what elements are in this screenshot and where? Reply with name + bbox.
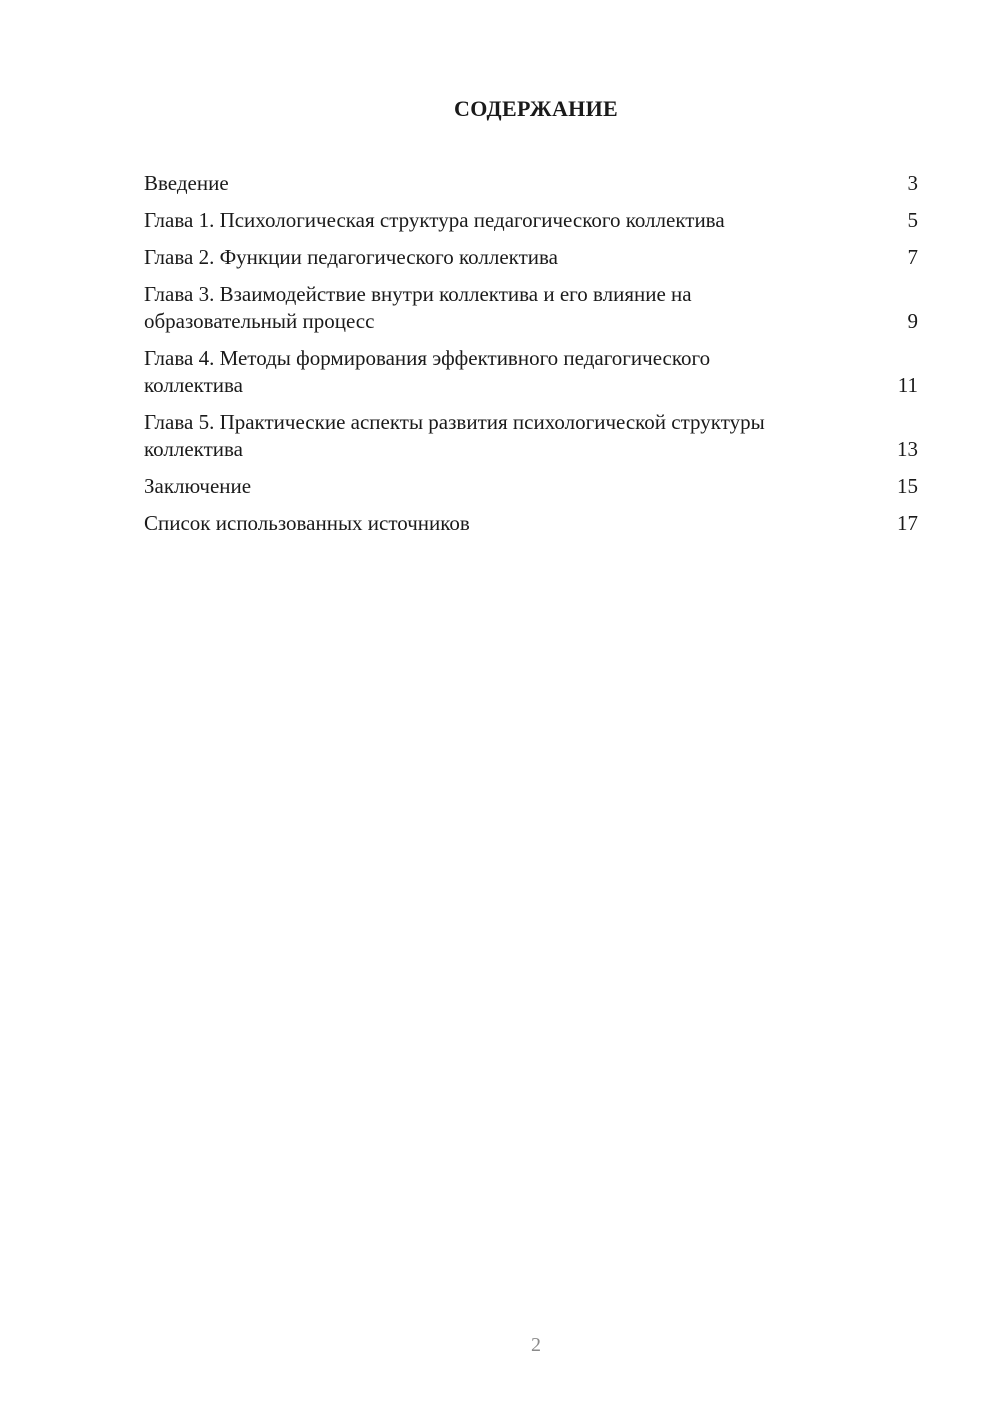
toc-entry-chapter-3 <box>144 281 918 335</box>
toc-entry-page: 3 <box>907 171 918 195</box>
toc-entry-chapter-4 <box>144 345 918 399</box>
toc-entry-references <box>144 510 918 537</box>
page-number: 2 <box>531 1334 541 1356</box>
toc-entry-introduction <box>144 170 918 197</box>
toc-entry-title: Глава 5. Практические аспекты развития психологической структуры коллектива <box>144 410 765 461</box>
toc-heading: СОДЕРЖАНИЕ <box>454 96 618 121</box>
toc-entry-title: Глава 3. Взаимодействие внутри коллектива и его влияние на образовательный процесс <box>144 282 692 333</box>
toc-entry-page: 9 <box>907 309 918 333</box>
toc-entry-title: Глава 2. Функции педагогического коллектива <box>144 245 558 269</box>
toc-entry-page: 11 <box>897 373 918 397</box>
toc-entry-page: 15 <box>897 474 918 498</box>
table-of-contents <box>144 170 918 547</box>
toc-entry-title: Глава 1. Психологическая структура педагогического коллектива <box>144 208 725 232</box>
toc-entry-conclusion <box>144 473 918 500</box>
toc-entry-title: Список использованных источников <box>144 511 470 535</box>
toc-entry-title: Глава 4. Методы формирования эффективного педагогического коллектива <box>144 346 711 397</box>
toc-entry-page: 17 <box>897 511 918 535</box>
toc-entry-title: Введение <box>144 171 229 195</box>
toc-entry-chapter-5 <box>144 409 918 463</box>
toc-entry-page: 7 <box>907 245 918 269</box>
toc-entry-title: Заключение <box>144 474 252 498</box>
toc-entry-chapter-2 <box>144 244 918 271</box>
toc-entry-page: 13 <box>897 437 918 461</box>
toc-entry-page: 5 <box>907 208 918 232</box>
toc-entry-chapter-1 <box>144 207 918 234</box>
